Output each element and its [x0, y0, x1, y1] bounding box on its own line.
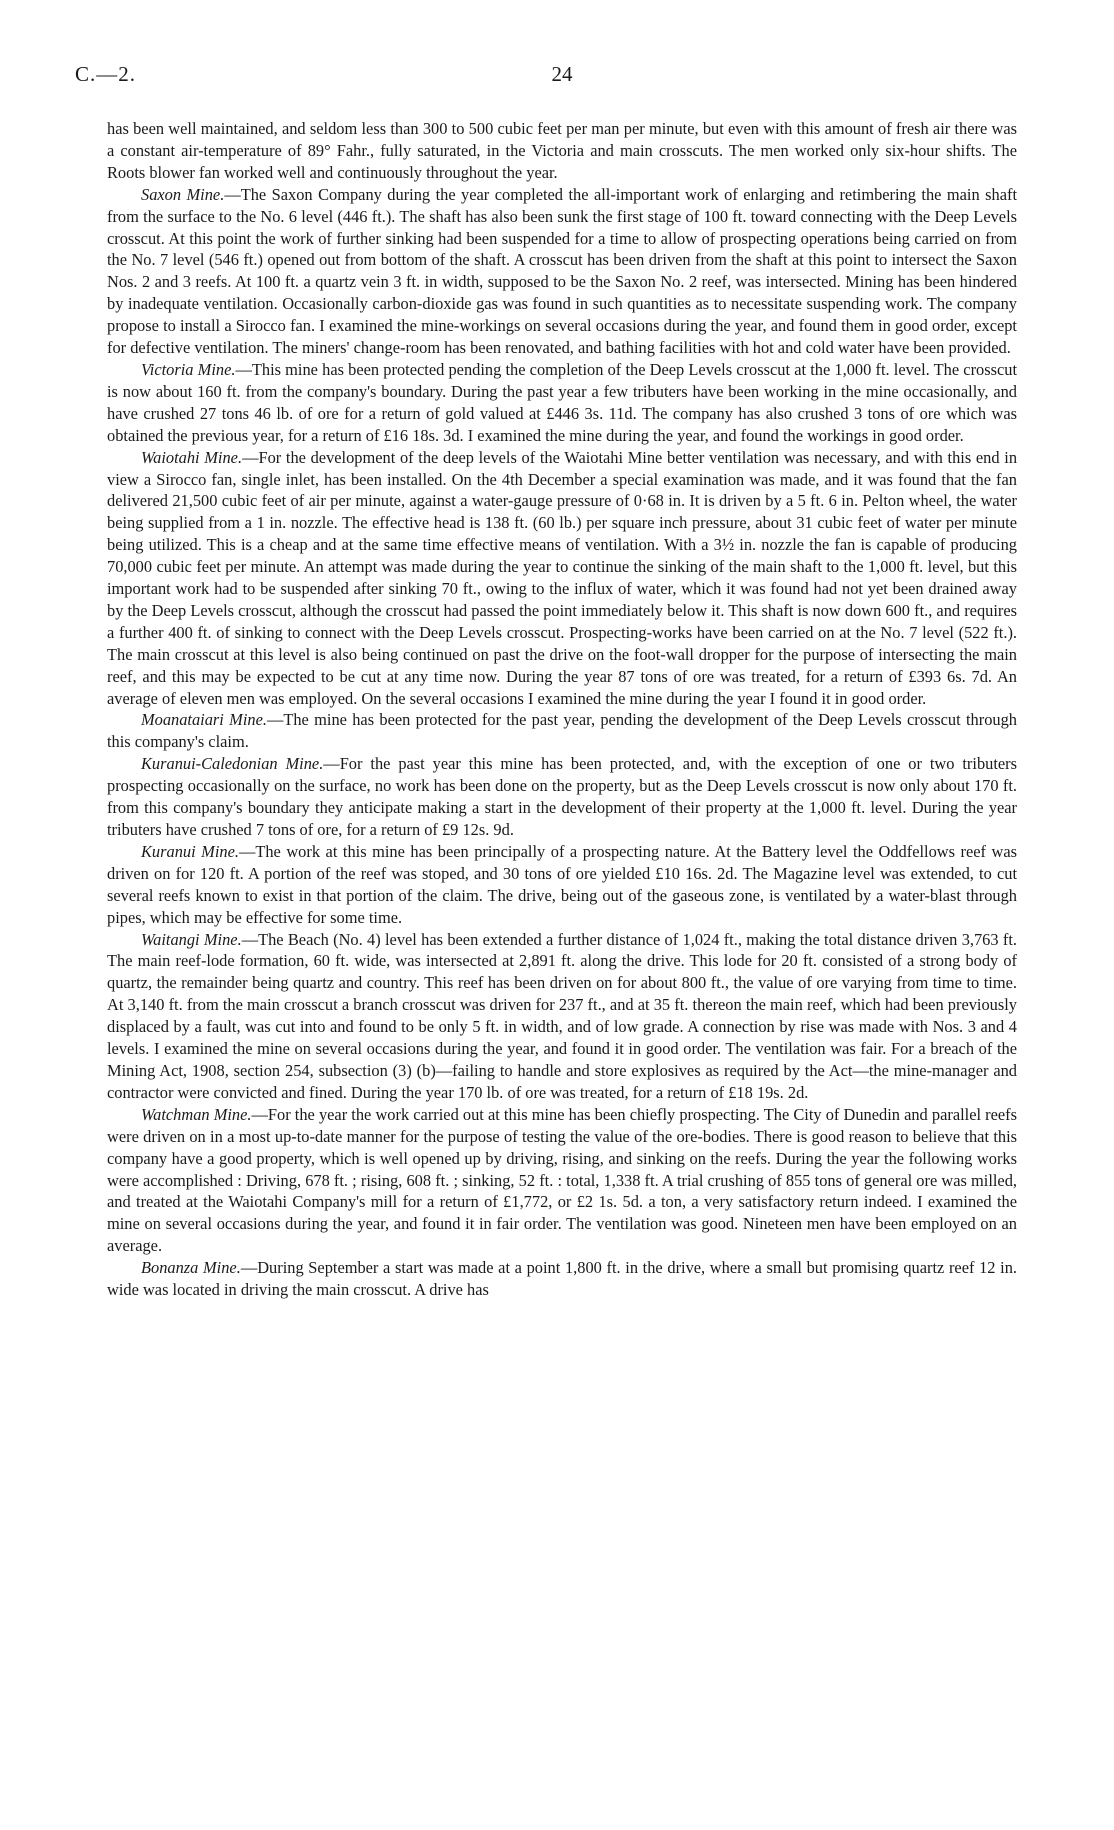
paragraph-victoria-mine: Victoria Mine.—This mine has been protected pending the completion of the Deep Levels crosscut at the 1,000 ft. level. The crosscut is now about 160 ft. from the company's boundary. During the past year a few tributers have been working in the mine occasionally, and have crushed 27 tons 46 lb. of ore for a return of gold valued at £446 3s. 11d. The company has also crushed 3 tons of ore which was obtained the previous year, for a return of £16 18s. 3d. I examined the mine during the year, and found the workings in good order.: [107, 359, 1018, 445]
paragraph-kuranui-mine: Kuranui Mine.—The work at this mine has been principally of a prospecting nature. At the Battery level the Oddfellows reef was driven on for 120 ft. A portion of the reef was stoped, and 30 tons of ore yielded £10 16s. 2d. The Magazine level was extended, to cut several reefs known to exist in that portion of the claim. The drive, being out of the gaseous zone, is ventilated by a water-blast through pipes, which may be effective for some time.: [107, 841, 1017, 927]
paragraph-waitangi-mine: Waitangi Mine.—The Beach (No. 4) level has been extended a further distance of 1,024 ft., making the total distance driven 3,763 ft. The main reef-lode formation, 60 ft. wide, was intersected at 2,891 ft. along the drive. This lode for 20 ft. consisted of a strong body of quartz, the remainder being quartz and country. This reef has been driven on for about 800 ft., the value of ore varying from time to time. At 3,140 ft. from the main crosscut a branch crosscut was driven for 237 ft., and at 35 ft. thereon the main reef, which had been previously displaced by a fault, was cut into and found to be only 5 ft. in width, and of low grade. A connection by rise was made with Nos. 3 and 4 levels. I examined the mine on several occasions during the year, and found it in good order. The ventilation was fair. For a breach of the Mining Act, 1908, section 254, subsection (3) (b)—failing to handle and store explosives as required by the Act—the mine-manager and contractor were convicted and fined. During the year 170 lb. of ore was treated, for a return of £18 19s. 2d.: [107, 929, 1017, 1102]
mine-heading: Kuranui-Caledonian Mine.: [141, 754, 324, 774]
report-reference: C.—2.: [75, 62, 137, 86]
paragraph-kuranui-caledonian-mine: Kuranui-Caledonian Mine.—For the past year this mine has been protected, and, with the exception of one or two tributers prospecting occasionally on the surface, no work has been done on the property, but as the Deep Levels crosscut is now only about 170 ft. from this company's boundary they anticipate making a start in the development of their property at the 1,000 ft. level. During the year tributers have crushed 7 tons of ore, for a return of £9 12s. 9d.: [107, 754, 1017, 839]
paragraph-moanataiari-mine: Moanataiari Mine.—The mine has been protected for the past year, pending the development of the Deep Levels crosscut through this company's claim.: [107, 710, 1017, 752]
document-page: [75, 62, 1018, 1301]
paragraph-saxon-mine: Saxon Mine.—The Saxon Company during the year completed the all-important work of enlarging and retimbering the main shaft from the surface to the No. 6 level (446 ft.). The shaft has also been sunk the first stage of 100 ft. toward connecting with the Deep Levels crosscut. At this point the work of further sinking had been suspended for a time to allow of prospecting operations being carried on from the No. 7 level (546 ft.) opened out from bottom of the shaft. A crosscut has been driven from the shaft at this point to intersect the Saxon Nos. 2 and 3 reefs. At 100 ft. a quartz vein 3 ft. in width, supposed to be the Saxon No. 2 reef, was intersected. Mining has been hindered by inadequate ventilation. Occasionally carbon-dioxide gas was found in such quantities as to necessitate suspending work. The company propose to install a Sirocco fan. I examined the mine-workings on several occasions during the year, and found them in good order, except for defective ventilation. The miners' change-room has been renovated, and bathing facilities with hot and cold water have been provided.: [107, 184, 1017, 358]
mine-heading: Bonanza Mine.: [141, 1258, 241, 1278]
page-number: 24: [551, 62, 573, 86]
mine-heading: Moanataiari Mine.: [141, 710, 267, 730]
paragraph-bonanza-mine: Bonanza Mine.—During September a start was made at a point 1,800 ft. in the drive, where a small but promising quartz reef 12 in. wide was located in driving the main crosscut. A drive has: [107, 1258, 1017, 1300]
mine-heading: Saxon Mine.: [141, 184, 225, 204]
paragraph-watchman-mine: Watchman Mine.—For the year the work carried out at this mine has been chiefly prospecting. The City of Dunedin and parallel reefs were driven on in a most up-to-date manner for the purpose of testing the value of the ore-bodies. There is good reason to believe that this company have a good property, which is well opened up by driving, rising, and sinking on the reefs. During the year the following works were accomplished : Driving, 678 ft. ; rising, 608 ft. ; sinking, 52 ft. : total, 1,338 ft. A trial crushing of 855 tons of general ore was milled, and treated at the Waiotahi Company's mill for a return of £1,772, or £2 1s. 5d. a ton, a very satisfactory return indeed. I examined the mine on several occasions during the year, and found it in fair order. The ventilation was good. Nineteen men have been employed on an average.: [107, 1104, 1018, 1256]
mine-heading: Waitangi Mine.: [141, 929, 242, 949]
mine-heading: Kuranui Mine.: [141, 841, 239, 861]
mine-heading: Victoria Mine.: [141, 359, 236, 379]
paragraph-waiotahi-mine: Waiotahi Mine.—For the development of the deep levels of the Waiotahi Mine better ventilation was necessary, and with this end in view a Sirocco fan, single inlet, has been installed. On the 4th December a special examination was made, and it was found that the fan delivered 21,500 cubic feet of air per minute, against a water-gauge pressure of 0·68 in. It is driven by a 5 ft. 6 in. Pelton wheel, the water being supplied from a 1 in. nozzle. The effective head is 138 ft. (60 lb.) per square inch pressure, about 31 cubic feet of water per minute being utilized. This is a cheap and at the same time effective means of ventilation. With a 3½ in. nozzle the fan is capable of producing 70,000 cubic feet per minute. An attempt was made during the year to continue the sinking of the main shaft to the 1,000 ft. level, but this important work had to be suspended after sinking 70 ft., owing to the influx of water, which it was found had not yet been drained away by the Deep Levels crosscut, although the crosscut had passed the point immediately below it. This shaft is now down 600 ft., and requires a further 400 ft. of sinking to connect with the Deep Levels crosscut. Prospecting-works have been carried on at the No. 7 level (522 ft.). The main crosscut at this level is also being continued on past the drive on the foot-wall dropper for the purpose of intersecting the main reef, and this may be expected to be cut at any time now. During the year 87 tons of ore was treated, for a return of £393 6s. 7d. An average of eleven men was employed. On the several occasions I examined the mine during the year I found it in good order.: [107, 447, 1018, 708]
mine-heading: Watchman Mine.: [141, 1104, 252, 1124]
page-header: [75, 62, 1017, 96]
report-body: [107, 118, 1017, 1301]
paragraph-continuation: has been well maintained, and seldom less than 300 to 500 cubic feet per man per minute, but even with this amount of fresh air there was a constant air-temperature of 89° Fahr., fully saturated, in the Victoria and main crosscuts. The men worked only six-hour shifts. The Roots blower fan worked well and continuously throughout the year.: [107, 119, 1017, 182]
mine-heading: Waiotahi Mine.: [141, 447, 243, 467]
